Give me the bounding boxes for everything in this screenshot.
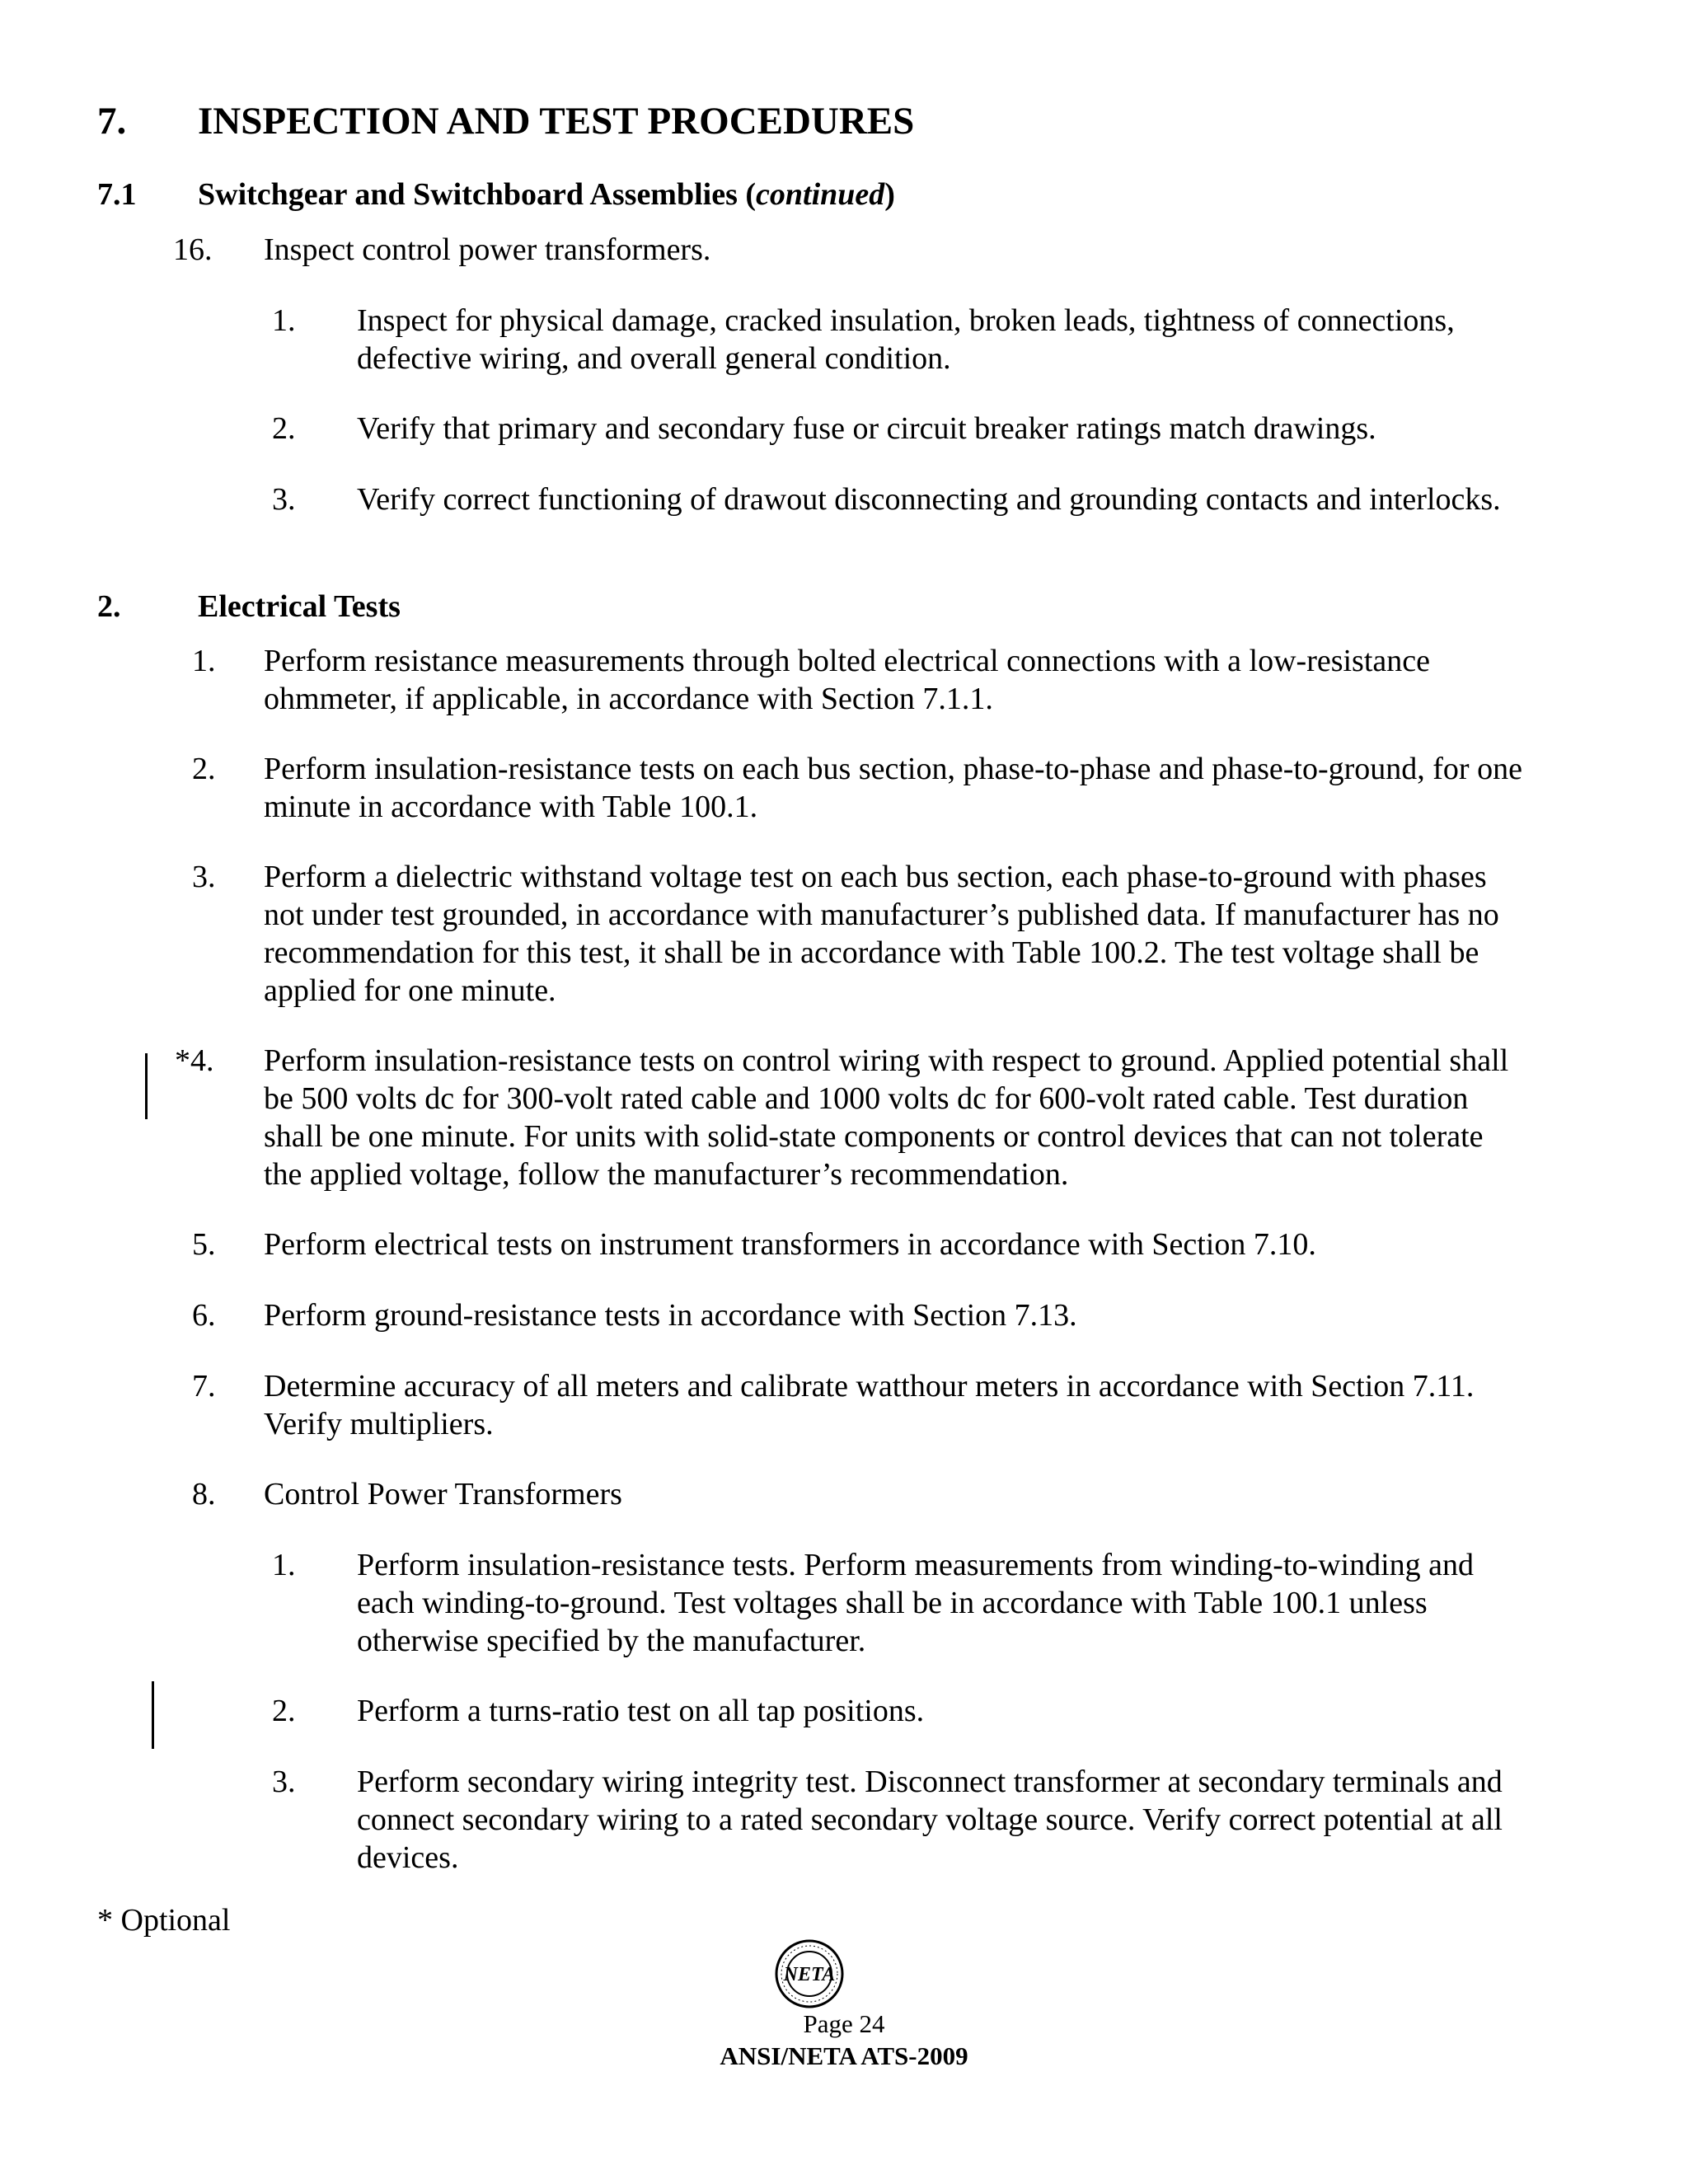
list-item-text: Perform electrical tests on instrument transformers in accordance with Section 7.10. [264,1227,1316,1262]
sublist-item-number: 2. [272,411,296,446]
sublist-item-number: 2. [272,1694,296,1728]
neta-logo [774,1938,845,2009]
list-item-number: 3. [192,860,216,894]
sublist-item-number: 1. [272,1548,296,1582]
subsection-number: 7.1 [97,177,137,212]
change-bar [145,1053,148,1119]
sublist-item-text: Perform secondary wiring integrity test. Disconnect transformer at secondary terminals and connect secondary wiring to a rated secondary voltage source. Verify correct potential at all devices. [357,1765,1503,1875]
list-item-number: 8. [192,1477,216,1511]
page-title: INSPECTION AND TEST PROCEDURES [198,100,915,143]
sublist-item-text: Perform a turns-ratio test on all tap positions. [357,1694,925,1728]
section-2-number: 2. [97,589,121,624]
sublist-item-number: 1. [272,303,296,338]
sublist-item-number: 3. [272,482,296,517]
list-item-text: Perform insulation-resistance tests on each bus section, phase-to-phase and phase-to-ground, for one minute in accordance with Table 100.1. [264,752,1522,824]
sublist-item-text: Perform insulation-resistance tests. Perform measurements from winding-to-winding and each winding-to-ground. Test voltages shall be in accordance with Table 100.1 unless otherwise specified by the manufacturer. [357,1548,1475,1658]
svg-text:NETA: NETA [783,1964,836,1985]
list-item-number: *4. [175,1043,214,1078]
sublist-item-number: 3. [272,1765,296,1799]
list-item-text: Inspect control power transformers. [264,232,711,267]
sublist-item-text: Verify correct functioning of drawout disconnecting and grounding contacts and interlocks. [357,482,1501,517]
list-item-text: Perform ground-resistance tests in accordance with Section 7.13. [264,1298,1077,1333]
list-item-number: 16. [173,232,213,267]
section-2-title: Electrical Tests [198,589,401,624]
change-bar [152,1681,154,1749]
subsection-title: Switchgear and Switchboard Assemblies (continued) [198,177,895,212]
list-item-number: 7. [192,1369,216,1404]
section-number: 7. [97,100,127,143]
footnote: * Optional [97,1903,231,1938]
list-item-text: Determine accuracy of all meters and calibrate watthour meters in accordance with Section 7.11. Verify multipliers. [264,1369,1475,1441]
sublist-item-text: Inspect for physical damage, cracked insulation, broken leads, tightness of connections, defective wiring, and overall general condition. [357,303,1455,376]
document-id: ANSI/NETA ATS-2009 [720,2041,968,2070]
list-item-number: 2. [192,752,216,786]
list-item-number: 6. [192,1298,216,1333]
list-item-text: Perform insulation-resistance tests on control wiring with respect to ground. Applied potential shall be 500 volts dc for 300-volt rated cable and 1000 volts dc for 600-volt rated cable. Test duration shall be one minute. For units with solid-state components or control devices that can not tolerate the applied voltage, follow the manufacturer’s recommendation. [264,1043,1509,1192]
list-item-text: Perform resistance measurements through bolted electrical connections with a low-resistance ohmmeter, if applicable, in accordance with Section 7.1.1. [264,644,1430,716]
sublist-item-text: Verify that primary and secondary fuse or circuit breaker ratings match drawings. [357,411,1376,446]
list-item-number: 1. [192,644,216,678]
list-item-text: Perform a dielectric withstand voltage test on each bus section, each phase-to-ground with phases not under test grounded, in accordance with manufacturer’s published data. If manufacturer has no recommendation for this test, it shall be in accordance with Table 100.2. The test voltage shall be applied for one minute. [264,860,1499,1008]
page-number: Page 24 [803,2009,885,2038]
list-item-text: Control Power Transformers [264,1477,622,1511]
list-item-number: 5. [192,1227,216,1262]
